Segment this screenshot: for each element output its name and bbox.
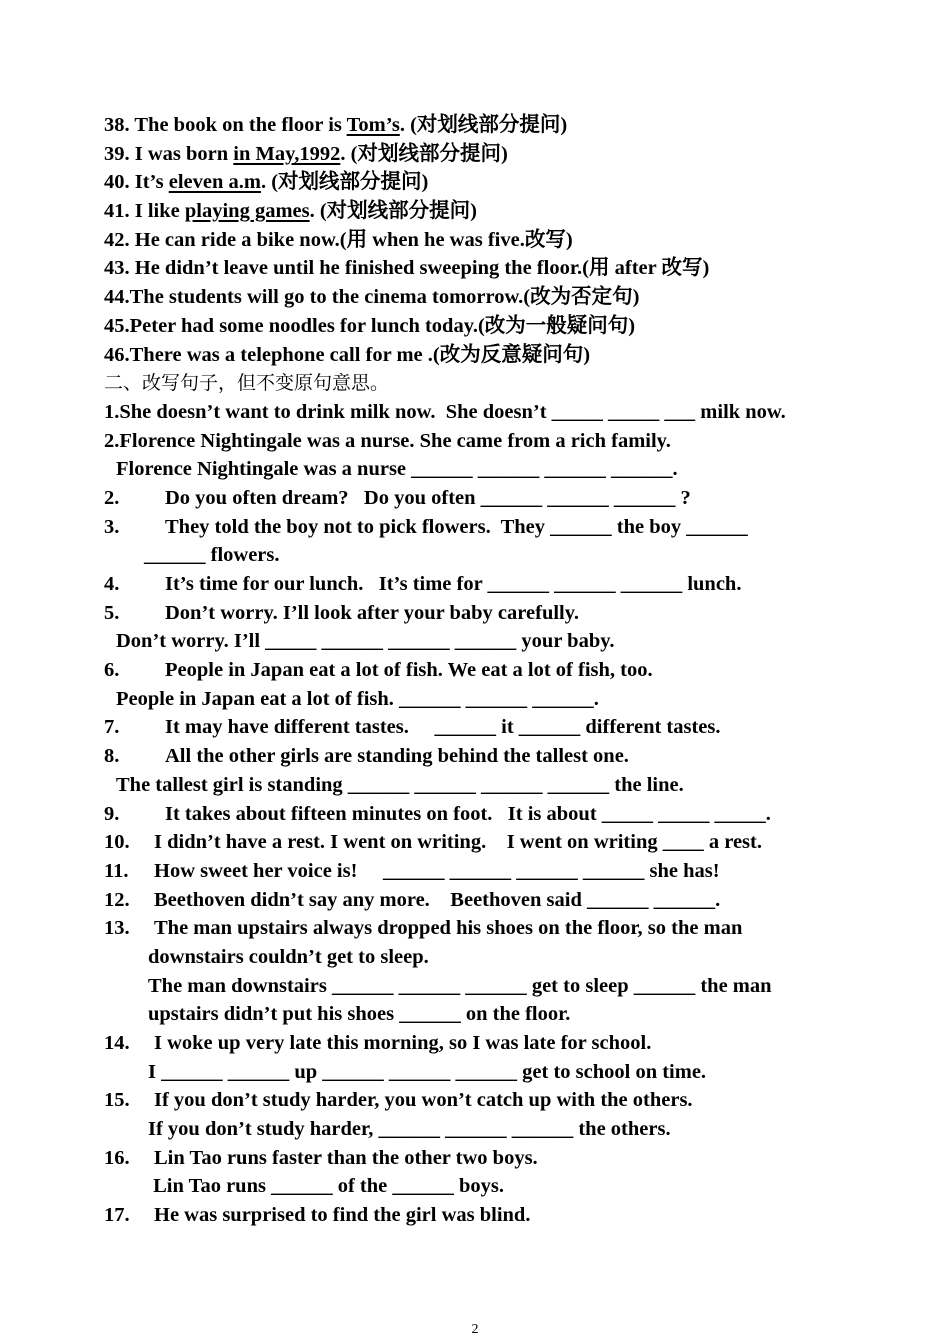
rewrite-continuation-line: downstairs couldn’t get to sleep. — [148, 945, 429, 968]
rewrite-answer-line: ______ flowers. — [144, 544, 280, 567]
rewrite-item: 16. Lin Tao runs faster than the other two boys. — [104, 1144, 884, 1173]
item-number: 17. — [104, 1204, 130, 1227]
question-43: 43. He didn’t leave until he finished sweeping the floor.(用 after 改写) — [104, 257, 710, 280]
rewrite-item: 5. Don’t worry. I’ll look after your baby carefully. — [104, 599, 884, 628]
rewrite-item: 4. It’s time for our lunch. It’s time for ______ ______ ______ lunch. — [104, 570, 884, 599]
rewrite-item: 13. The man upstairs always dropped his shoes on the floor, so the man — [104, 914, 884, 943]
section-heading: 二、改写句子，但不变原句意思。 — [104, 372, 390, 395]
rewrite-answer-line: People in Japan eat a lot of fish. ______ ______ ______. — [116, 687, 599, 710]
rewrite-answer-line: Don’t worry. I’ll _____ ______ ______ ______ your baby. — [116, 630, 615, 653]
rewrite-item: 9. It takes about fifteen minutes on foot. It is about _____ _____ _____. — [104, 800, 884, 829]
question-44: 44.The students will go to the cinema tomorrow.(改为否定句) — [104, 286, 640, 309]
item-number: 2. — [104, 486, 120, 509]
rewrite-answer-line: Florence Nightingale was a nurse ______ ______ ______ ______. — [116, 458, 678, 481]
item-number: 7. — [104, 716, 120, 739]
rewrite-item: 8. All the other girls are standing behind the tallest one. — [104, 742, 884, 771]
question-45: 45.Peter had some noodles for lunch today.(改为一般疑问句) — [104, 314, 636, 337]
rewrite-item: 14. I woke up very late this morning, so I was late for school. — [104, 1029, 884, 1058]
question-40: 40. It’s eleven a.m. (对划线部分提问) — [104, 171, 429, 194]
rewrite-item: 17. He was surprised to find the girl was blind. — [104, 1201, 884, 1230]
rewrite-answer-line: I ______ ______ up ______ ______ ______ get to school on time. — [148, 1060, 707, 1083]
rewrite-answer-line: upstairs didn’t put his shoes ______ on the floor. — [148, 1003, 571, 1026]
underlined-part: playing games — [184, 200, 310, 223]
underlined-part: Tom’s — [346, 114, 400, 136]
rewrite-item: 10. I didn’t have a rest. I went on writing. I went on writing ____ a rest. — [104, 828, 884, 857]
question-41: 41. I like playing games. (对划线部分提问) — [104, 200, 478, 223]
rewrite-answer-line: Lin Tao runs ______ of the ______ boys. — [148, 1175, 504, 1198]
underlined-part: in May,1992 — [233, 142, 341, 165]
rewrite-item: 11. How sweet her voice is! ______ ______ ______ ______ she has! — [104, 857, 884, 886]
item-number: 16. — [104, 1146, 130, 1169]
rewrite-answer-line: If you don’t study harder, ______ ______ ______ the others. — [148, 1118, 671, 1141]
question-46: 46.There was a telephone call for me .(改为反意疑问句) — [104, 343, 591, 366]
page-number: 2 — [471, 1322, 479, 1337]
rewrite-item: 1.She doesn’t want to drink milk now. She doesn’t _____ _____ ___ milk now. — [104, 400, 786, 423]
exercise-content — [104, 111, 884, 1230]
item-number: 4. — [104, 573, 120, 595]
rewrite-item: 3. They told the boy not to pick flowers. They ______ the boy ______ — [104, 513, 884, 542]
rewrite-item: 2.Florence Nightingale was a nurse. She came from a rich family. — [104, 429, 671, 452]
item-number: 8. — [104, 745, 120, 768]
rewrite-answer-line: The man downstairs ______ ______ ______ get to sleep ______ the man — [148, 974, 772, 997]
item-number: 10. — [104, 831, 130, 854]
rewrite-item: 2. Do you often dream? Do you often ______ ______ ______ ? — [104, 484, 884, 513]
item-number: 15. — [104, 1089, 130, 1112]
underlined-part: eleven a.m — [168, 171, 261, 194]
rewrite-answer-line: The tallest girl is standing ______ ______ ______ ______ the line. — [116, 773, 684, 796]
rewrite-item: 6. People in Japan eat a lot of fish. We eat a lot of fish, too. — [104, 656, 884, 685]
question-42: 42. He can ride a bike now.(用 when he was five.改写) — [104, 228, 573, 251]
item-number: 3. — [104, 515, 120, 538]
item-number: 9. — [104, 802, 120, 825]
rewrite-item: 15. If you don’t study harder, you won’t catch up with the others. — [104, 1086, 884, 1115]
rewrite-item: 12. Beethoven didn’t say any more. Beethoven said ______ ______. — [104, 886, 884, 915]
rewrite-item: 7. It may have different tastes. ______ it ______ different tastes. — [104, 713, 884, 742]
question-39: 39. I was born in May,1992. (对划线部分提问) — [104, 142, 508, 165]
item-number: 12. — [104, 888, 130, 911]
item-number: 11. — [104, 859, 129, 882]
item-number: 6. — [104, 659, 120, 682]
item-number: 5. — [104, 601, 120, 624]
question-38: 38. The book on the floor is Tom’s. (对划线部分提问) — [104, 114, 568, 136]
item-number: 13. — [104, 917, 130, 940]
item-number: 14. — [104, 1032, 130, 1054]
